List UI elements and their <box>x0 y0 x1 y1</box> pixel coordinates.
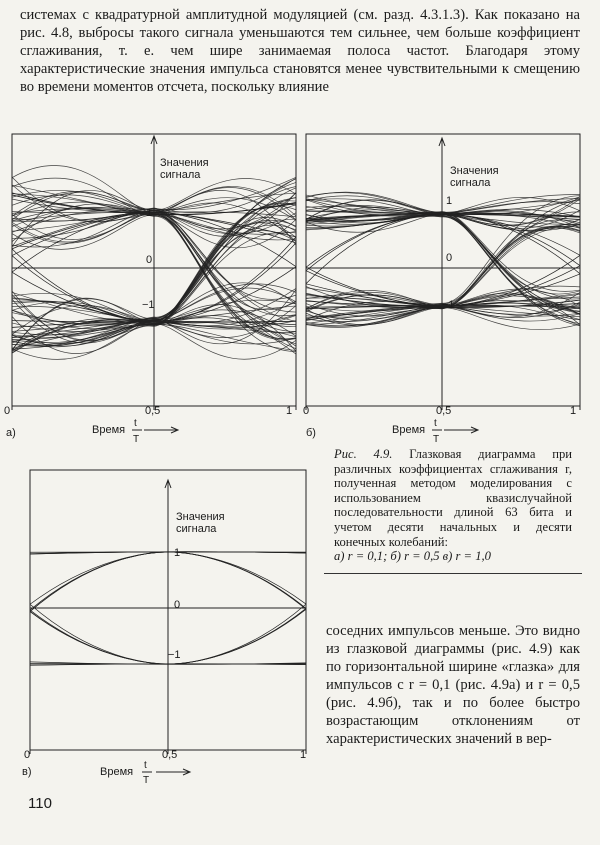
x-tick-0: 0 <box>24 749 31 761</box>
top-paragraph <box>20 6 580 96</box>
eye-diagram-c-plot <box>0 462 320 787</box>
x-axis-fraction-denominator: T <box>133 434 140 445</box>
x-axis-fraction-denominator: T <box>143 775 150 786</box>
x-axis-word: Время <box>92 424 126 436</box>
page-number: 110 <box>28 795 52 812</box>
level-label-1: 1 <box>446 195 453 207</box>
x-axis-fraction-numerator: t <box>434 418 437 429</box>
x-tick-1: 1 <box>570 405 577 417</box>
x-axis-fraction-numerator: t <box>134 418 137 429</box>
x-tick-05: 0,5 <box>162 749 178 761</box>
caption-label: Рис. 4.9. <box>334 447 393 461</box>
eye-diagram-c-axes <box>30 470 306 775</box>
eye-diagram-b <box>300 130 600 445</box>
x-tick-0: 0 <box>303 405 310 417</box>
y-axis-title-line2: сигнала <box>176 523 217 535</box>
caption-paragraph <box>334 447 572 549</box>
y-axis-title-line1: Значения <box>160 157 209 169</box>
x-axis-word: Время <box>392 424 426 436</box>
y-axis-title-line1: Значения <box>176 511 225 523</box>
level-label-1: 1 <box>146 207 153 219</box>
level-label-minus1: −1 <box>168 649 181 661</box>
level-label-minus1: −1 <box>442 299 455 311</box>
caption-divider <box>324 573 582 574</box>
panel-label: в) <box>22 766 32 778</box>
level-label-0: 0 <box>146 254 153 266</box>
y-axis-title-line1: Значения <box>450 165 499 177</box>
x-axis-word: Время <box>100 766 134 778</box>
x-axis-fraction-numerator: t <box>144 760 147 771</box>
eye-diagram-a-plot <box>0 130 300 445</box>
eye-diagram-a <box>0 130 300 445</box>
panel-label: а) <box>6 427 16 439</box>
eye-diagram-b-plot <box>300 130 600 445</box>
side-paragraph <box>326 622 580 748</box>
y-axis-title-line2: сигнала <box>160 169 201 181</box>
x-tick-05: 0,5 <box>436 405 452 417</box>
level-label-0: 0 <box>446 252 453 264</box>
panel-label: б) <box>306 427 316 439</box>
eye-diagram-b-axes <box>306 134 580 433</box>
eye-diagram-c <box>0 462 320 787</box>
x-tick-0: 0 <box>4 405 11 417</box>
level-label-minus1: −1 <box>142 299 155 311</box>
x-tick-05: 0,5 <box>145 405 161 417</box>
side-paragraph-text: соседних импульсов меньше. Это видно из глазковой диаграммы (рис. 4.9) как по горизонтальной ширине «глазка» для импульсов с r = 0,1 (рис. 4.9а) и r = 0,5 (рис. 4.9б), так и по более быстро возрастающим отклонениям от характеристических значений в вер- <box>326 623 580 747</box>
level-label-1: 1 <box>174 547 181 559</box>
y-axis-title-line2: сигнала <box>450 177 491 189</box>
level-label-0: 0 <box>174 599 181 611</box>
caption-subitems: а) r = 0,1; б) r = 0,5 в) r = 1,0 <box>334 549 491 564</box>
x-tick-1: 1 <box>286 405 293 417</box>
x-tick-1: 1 <box>300 749 307 761</box>
top-paragraph-text: системах с квадратурной амплитудной модуляцией (см. разд. 4.3.1.3). Как показано на рис. 4.8, выбросы такого сигнала уменьшаются тем сильнее, чем больше коэффициент сглаживания, т. е. чем шире занимаемая полоса частот. Благодаря этому характеристические значения импульса становятся менее чувствительными к смещению во времени моментов отсчета, поскольку влияние <box>20 7 580 95</box>
x-axis-fraction-denominator: T <box>433 434 440 445</box>
caption-text: Глазковая диаграмма при различных коэффициентах сглаживания r, полученная методом моделирования с использованием квазислучайной последовательности длиной 63 бита и учетом десяти начальных и десяти конечных колебаний: <box>334 447 572 549</box>
figure-caption <box>334 447 572 564</box>
